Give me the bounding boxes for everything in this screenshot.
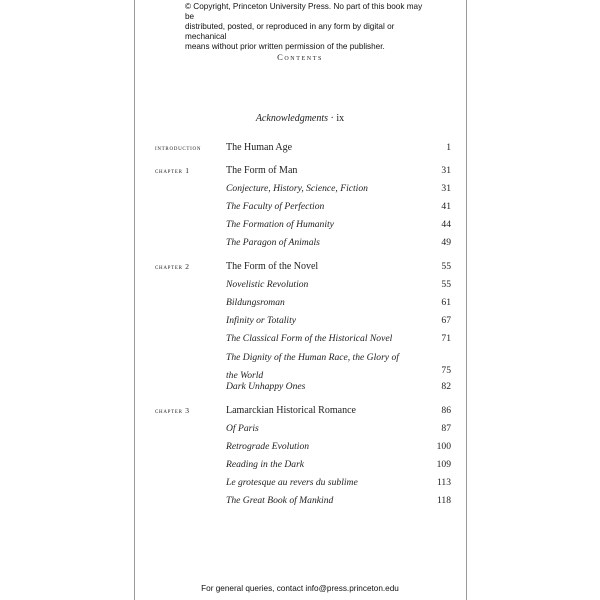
toc-entry-introduction[interactable] — [155, 142, 451, 156]
entry-title: Of Paris — [226, 423, 259, 434]
toc-entry-section[interactable] — [155, 352, 451, 380]
toc-entry-section[interactable] — [155, 495, 451, 509]
toc-entry-section[interactable] — [155, 237, 451, 251]
toc-entry-section[interactable] — [155, 183, 451, 197]
toc-entry-section[interactable] — [155, 279, 451, 293]
toc-entry-chapter-1[interactable] — [155, 165, 451, 179]
entry-page: 49 — [441, 237, 451, 248]
entry-label: introduction — [155, 143, 202, 152]
entry-page: 67 — [441, 315, 451, 326]
entry-title: Dark Unhappy Ones — [226, 381, 306, 392]
entry-page: 118 — [436, 495, 451, 506]
toc-entry-section[interactable] — [155, 423, 451, 437]
entry-page: 1 — [446, 142, 451, 153]
entry-page: 100 — [436, 441, 451, 452]
entry-title: The Formation of Humanity — [226, 219, 334, 230]
entry-page: 109 — [436, 459, 451, 470]
copyright-notice — [185, 2, 425, 52]
entry-title: The Faculty of Perfection — [226, 201, 325, 212]
toc-entry-section[interactable] — [155, 333, 451, 347]
entry-page: 31 — [441, 183, 451, 194]
entry-title: Lamarckian Historical Romance — [226, 405, 356, 416]
entry-title: The Dignity of the Human Race, the Glory of the World — [226, 352, 399, 381]
entry-page: 55 — [441, 279, 451, 290]
entry-title: Novelistic Revolution — [226, 279, 309, 290]
entry-title: Infinity or Totality — [226, 315, 297, 326]
entry-label: chapter 3 — [155, 406, 190, 415]
footer-contact: For general queries, contact info@press.princeton.edu — [201, 584, 399, 593]
entry-page: 87 — [441, 423, 451, 434]
entry-title: The Great Book of Mankind — [226, 495, 334, 506]
entry-page: 113 — [436, 477, 451, 488]
entry-page: 55 — [441, 261, 451, 272]
acknowledgments-page: ix — [336, 113, 345, 124]
entry-page: 75 — [441, 365, 451, 376]
toc-entry-section[interactable] — [155, 381, 451, 395]
acknowledgments-entry[interactable] — [0, 113, 600, 124]
entry-page: 44 — [441, 219, 451, 230]
entry-title: Reading in the Dark — [226, 459, 305, 470]
entry-page: 71 — [441, 333, 451, 344]
entry-title: Conjecture, History, Science, Fiction — [226, 183, 368, 194]
entry-page: 82 — [441, 381, 451, 392]
toc-entry-section[interactable] — [155, 219, 451, 233]
entry-title: Le grotesque au revers du sublime — [226, 477, 358, 488]
toc-entry-chapter-2[interactable] — [155, 261, 451, 275]
copyright-line: © Copyright, Princeton University Press. No part of this book may be — [185, 2, 423, 21]
toc-entry-chapter-3[interactable] — [155, 405, 451, 419]
entry-title: The Classical Form of the Historical Novel — [226, 333, 393, 344]
toc-entry-section[interactable] — [155, 201, 451, 215]
toc-entry-section[interactable] — [155, 477, 451, 491]
entry-page: 86 — [441, 405, 451, 416]
contents-heading: Contents — [277, 52, 323, 62]
entry-title: The Human Age — [226, 142, 293, 153]
entry-label: chapter 2 — [155, 262, 190, 271]
toc-entry-section[interactable] — [155, 459, 451, 473]
copyright-line: means without prior written permission of the publisher. — [185, 42, 385, 51]
copyright-line: distributed, posted, or reproduced in any form by digital or mechanical — [185, 22, 395, 41]
entry-page: 31 — [441, 165, 451, 176]
entry-title: Bildungsroman — [226, 297, 285, 308]
toc-entry-section[interactable] — [155, 441, 451, 455]
entry-title: The Form of Man — [226, 165, 298, 176]
toc-entry-section[interactable] — [155, 297, 451, 311]
acknowledgments-title: Acknowledgments — [255, 113, 329, 124]
entry-page: 61 — [441, 297, 451, 308]
entry-page: 41 — [441, 201, 451, 212]
entry-title: The Paragon of Animals — [226, 237, 320, 248]
toc-entry-section[interactable] — [155, 315, 451, 329]
entry-title: Retrograde Evolution — [226, 441, 310, 452]
entry-title: The Form of the Novel — [226, 261, 319, 272]
entry-label: chapter 1 — [155, 166, 190, 175]
separator: · — [330, 113, 334, 124]
